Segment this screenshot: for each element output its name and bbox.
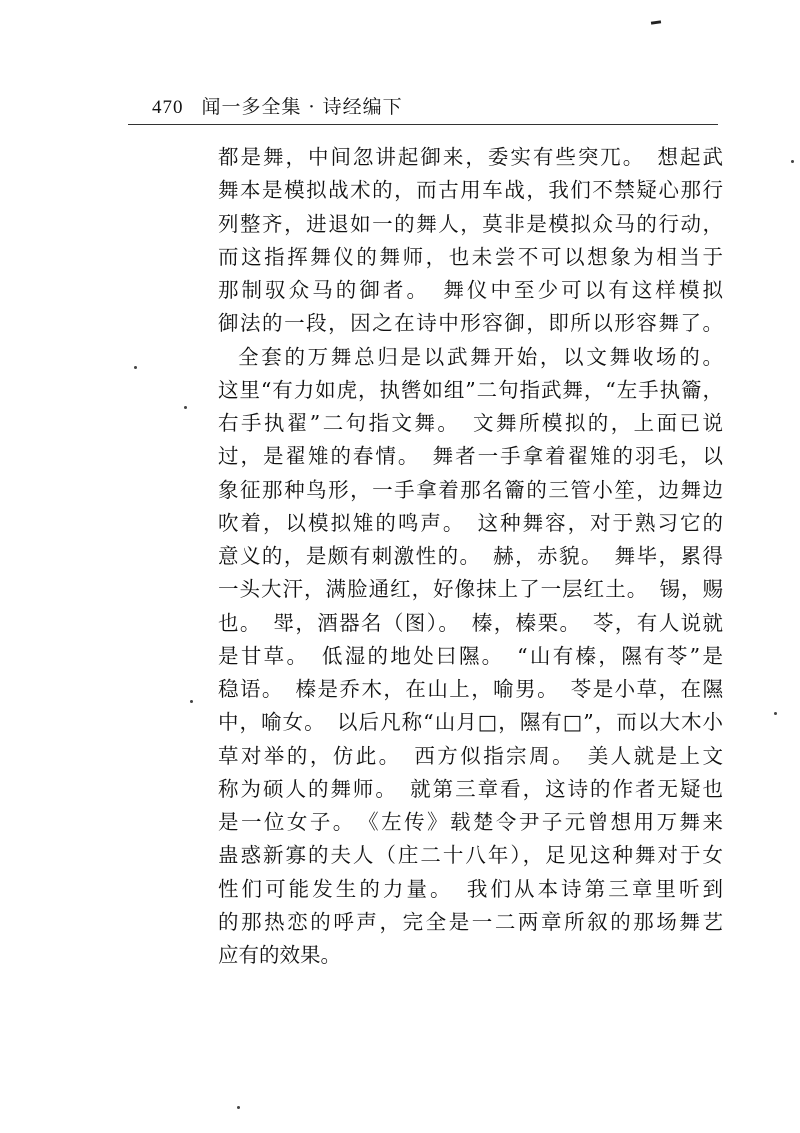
text-line: 舞本是模拟战术的，而古用车战，我们不禁疑心那行: [218, 178, 723, 203]
text-line: 御法的一段，因之在诗中形容御，即所以形容舞了。: [218, 311, 723, 336]
running-title: 闻一多全集 · 诗经编下: [201, 96, 403, 118]
text-line: 称为硕人的舞师。 就第三章看，这诗的作者无疑也: [218, 776, 723, 801]
scan-mark: [651, 20, 661, 24]
text-line: 稳语。 榛是乔木，在山上，喻男。 苓是小草，在隰: [218, 677, 723, 701]
text-line: 也。 斝，酒器名（图）。 榛，榛栗。 苓，有人说就: [218, 610, 723, 635]
text-line: 是甘草。 低湿的地处曰隰。 “山有榛，隰有苓”是: [218, 643, 723, 668]
text-line: 列整齐，进退如一的舞人，莫非是模拟众马的行动，: [218, 211, 723, 236]
scan-speck: [134, 366, 137, 369]
scan-speck: [237, 1106, 240, 1109]
text-line: 右手执翟”二句指文舞。 文舞所模拟的，上面已说: [218, 411, 723, 435]
text-line: 过，是翟雉的春情。 舞者一手拿着翟雉的羽毛，以: [218, 444, 723, 469]
page-header: [152, 92, 712, 122]
text-line: 中，喻女。 以后凡称“山月□，隰有□”，而以大木小: [218, 710, 723, 735]
text-line: 应有的效果。: [218, 943, 341, 967]
scan-speck: [774, 712, 777, 715]
text-line: 吹着，以模拟雉的鸣声。 这种舞容，对于熟习它的: [218, 510, 723, 535]
text-line: 而这指挥舞仪的舞师，也未尝不可以想象为相当于: [218, 244, 723, 269]
text-line: 都是舞，中间忽讲起御来，委实有些突兀。 想起武: [218, 145, 723, 169]
body-text: [218, 141, 723, 972]
text-line: 性们可能发生的力量。 我们从本诗第三章里听到: [218, 876, 723, 901]
text-line: 象征那种鸟形，一手拿着那名籥的三管小笙，边舞边: [218, 477, 723, 502]
page-number: 470: [152, 97, 184, 118]
text-line: 草对举的，仿此。 西方似指宗周。 美人就是上文: [218, 743, 723, 768]
text-line: 那制驭众马的御者。 舞仪中至少可以有这样模拟: [218, 278, 723, 302]
scan-speck: [190, 700, 193, 703]
text-line: 全套的万舞总归是以武舞开始，以文舞收场的。: [238, 344, 723, 369]
text-line: 是一位女子。 《左传》载楚令尹子元曾想用万舞来: [218, 810, 723, 834]
scan-speck: [184, 406, 187, 409]
scan-speck: [791, 160, 794, 163]
header-rule: [128, 124, 718, 125]
text-line: 蛊惑新寡的夫人（庄二十八年），足见这种舞对于女: [218, 843, 723, 868]
text-line: 意义的，是颇有刺激性的。 赫，赤貌。 舞毕，累得: [218, 544, 723, 568]
text-line: 一头大汗，满脸通红，好像抹上了一层红土。 锡，赐: [218, 577, 723, 602]
text-line: 这里“有力如虎，执辔如组”二句指武舞，“左手执籥，: [218, 377, 723, 402]
text-line: 的那热恋的呼声，完全是一二两章所叙的那场舞艺: [218, 909, 723, 934]
